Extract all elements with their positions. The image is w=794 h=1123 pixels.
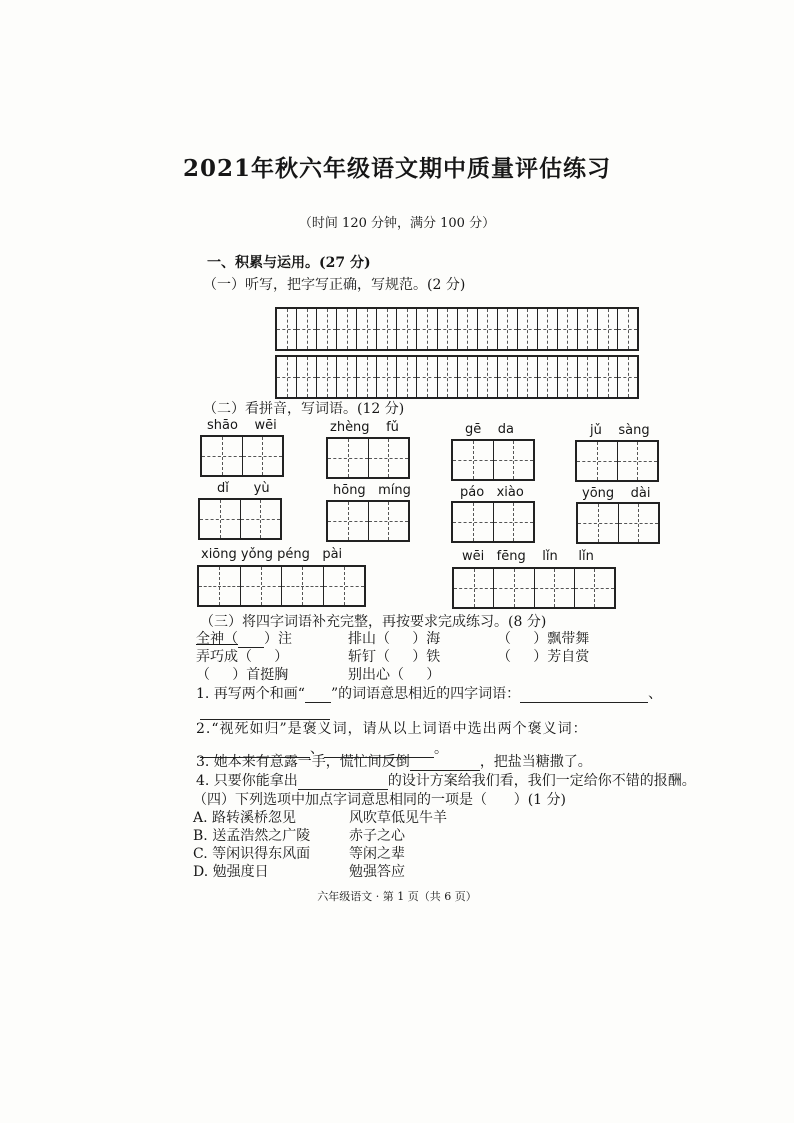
idiom-5: 斩钉（ ）铁 [348, 649, 441, 665]
idiom-3: （ ）飘带舞 [497, 631, 590, 647]
part-1-heading: （一）听写，把字写正确，写规范。(2 分) [203, 277, 466, 293]
idiom-7: （ ）首挺胸 [196, 667, 289, 683]
question-2-answers: 、 。 [200, 738, 448, 758]
answer-grid-4[interactable] [575, 440, 659, 482]
option-c-compare: 等闲之辈 [349, 846, 405, 862]
part-2-heading: （二）看拼音，写词语。(12 分) [203, 401, 405, 417]
question-3: 3. 她本来有意露一手，慌忙间反倒 ，把盐当糖撒了。 [196, 754, 592, 770]
idiom-8: 别出心（ ） [348, 667, 441, 683]
answer-grid-6[interactable] [326, 500, 410, 542]
part-4-heading: （四）下列选项中加点字词意思相同的一项是（ ）(1 分) [193, 792, 566, 808]
question-4: 4. 只要你能拿出 的设计方案给我们看，我们一定给你不错的报酬。 [196, 773, 696, 789]
option-b[interactable]: B. 送孟浩然之广陵 [193, 828, 311, 844]
pinyin-word-5: dǐ yù [217, 481, 270, 496]
answer-grid-1[interactable] [200, 435, 284, 477]
question-2: 2.“视死如归”是褒义词，请从以上词语中选出两个褒义词： [196, 721, 588, 737]
idiom-6: （ ）芳自赏 [497, 649, 590, 665]
question-1: 1. 再写两个和画“ ”的词语意思相近的四字词语： 、 [196, 686, 663, 702]
page-title: 2021年秋六年级语文期中质量评估练习 [182, 155, 611, 182]
option-d-compare: 勉强答应 [349, 864, 405, 880]
idiom-1: 全神（ ）注 [196, 631, 292, 647]
dictation-grid-1[interactable] [275, 307, 639, 351]
page-subtitle: （时间 120 分钟，满分 100 分） [298, 216, 496, 231]
answer-grid-9[interactable] [197, 565, 366, 607]
question-1-blank-1[interactable] [520, 702, 648, 703]
option-d[interactable]: D. 勉强度日 [193, 864, 269, 880]
pinyin-word-3: gē da [465, 422, 514, 437]
answer-grid-8[interactable] [576, 502, 660, 544]
option-b-compare: 赤子之心 [349, 828, 405, 844]
answer-grid-5[interactable] [198, 498, 282, 540]
idiom-2: 排山（ ）海 [348, 631, 441, 647]
option-c[interactable]: C. 等闲识得东风面 [193, 846, 311, 862]
answer-grid-3[interactable] [451, 439, 535, 481]
answer-grid-7[interactable] [451, 501, 535, 543]
option-a[interactable]: A. 路转溪桥忽见 [193, 810, 297, 826]
idiom-4: 弄巧成（ ） [196, 649, 289, 665]
answer-grid-2[interactable] [326, 437, 410, 479]
dictation-grid-2[interactable] [275, 355, 639, 399]
pinyin-word-4: jǔ sàng [590, 423, 650, 438]
pinyin-word-10: wēi fēng lǐn lǐn [462, 549, 594, 564]
pinyin-word-6: hōng míng [333, 483, 411, 498]
answer-grid-10[interactable] [452, 567, 616, 609]
part-3-heading: （三）将四字词语补充完整，再按要求完成练习。(8 分) [200, 614, 547, 630]
pinyin-word-2: zhèng fǔ [330, 420, 399, 435]
pinyin-word-9: xiōng yǒng péng pài [201, 547, 343, 562]
section-1-heading: 一、积累与运用。(27 分) [207, 255, 371, 271]
pinyin-word-1: shāo wēi [207, 418, 277, 433]
page-footer: 六年级语文 · 第 1 页（共 6 页） [317, 890, 477, 903]
option-a-compare: 风吹草低见牛羊 [349, 810, 447, 826]
pinyin-word-7: páo xiào [460, 485, 524, 500]
pinyin-word-8: yōng dài [582, 486, 651, 501]
